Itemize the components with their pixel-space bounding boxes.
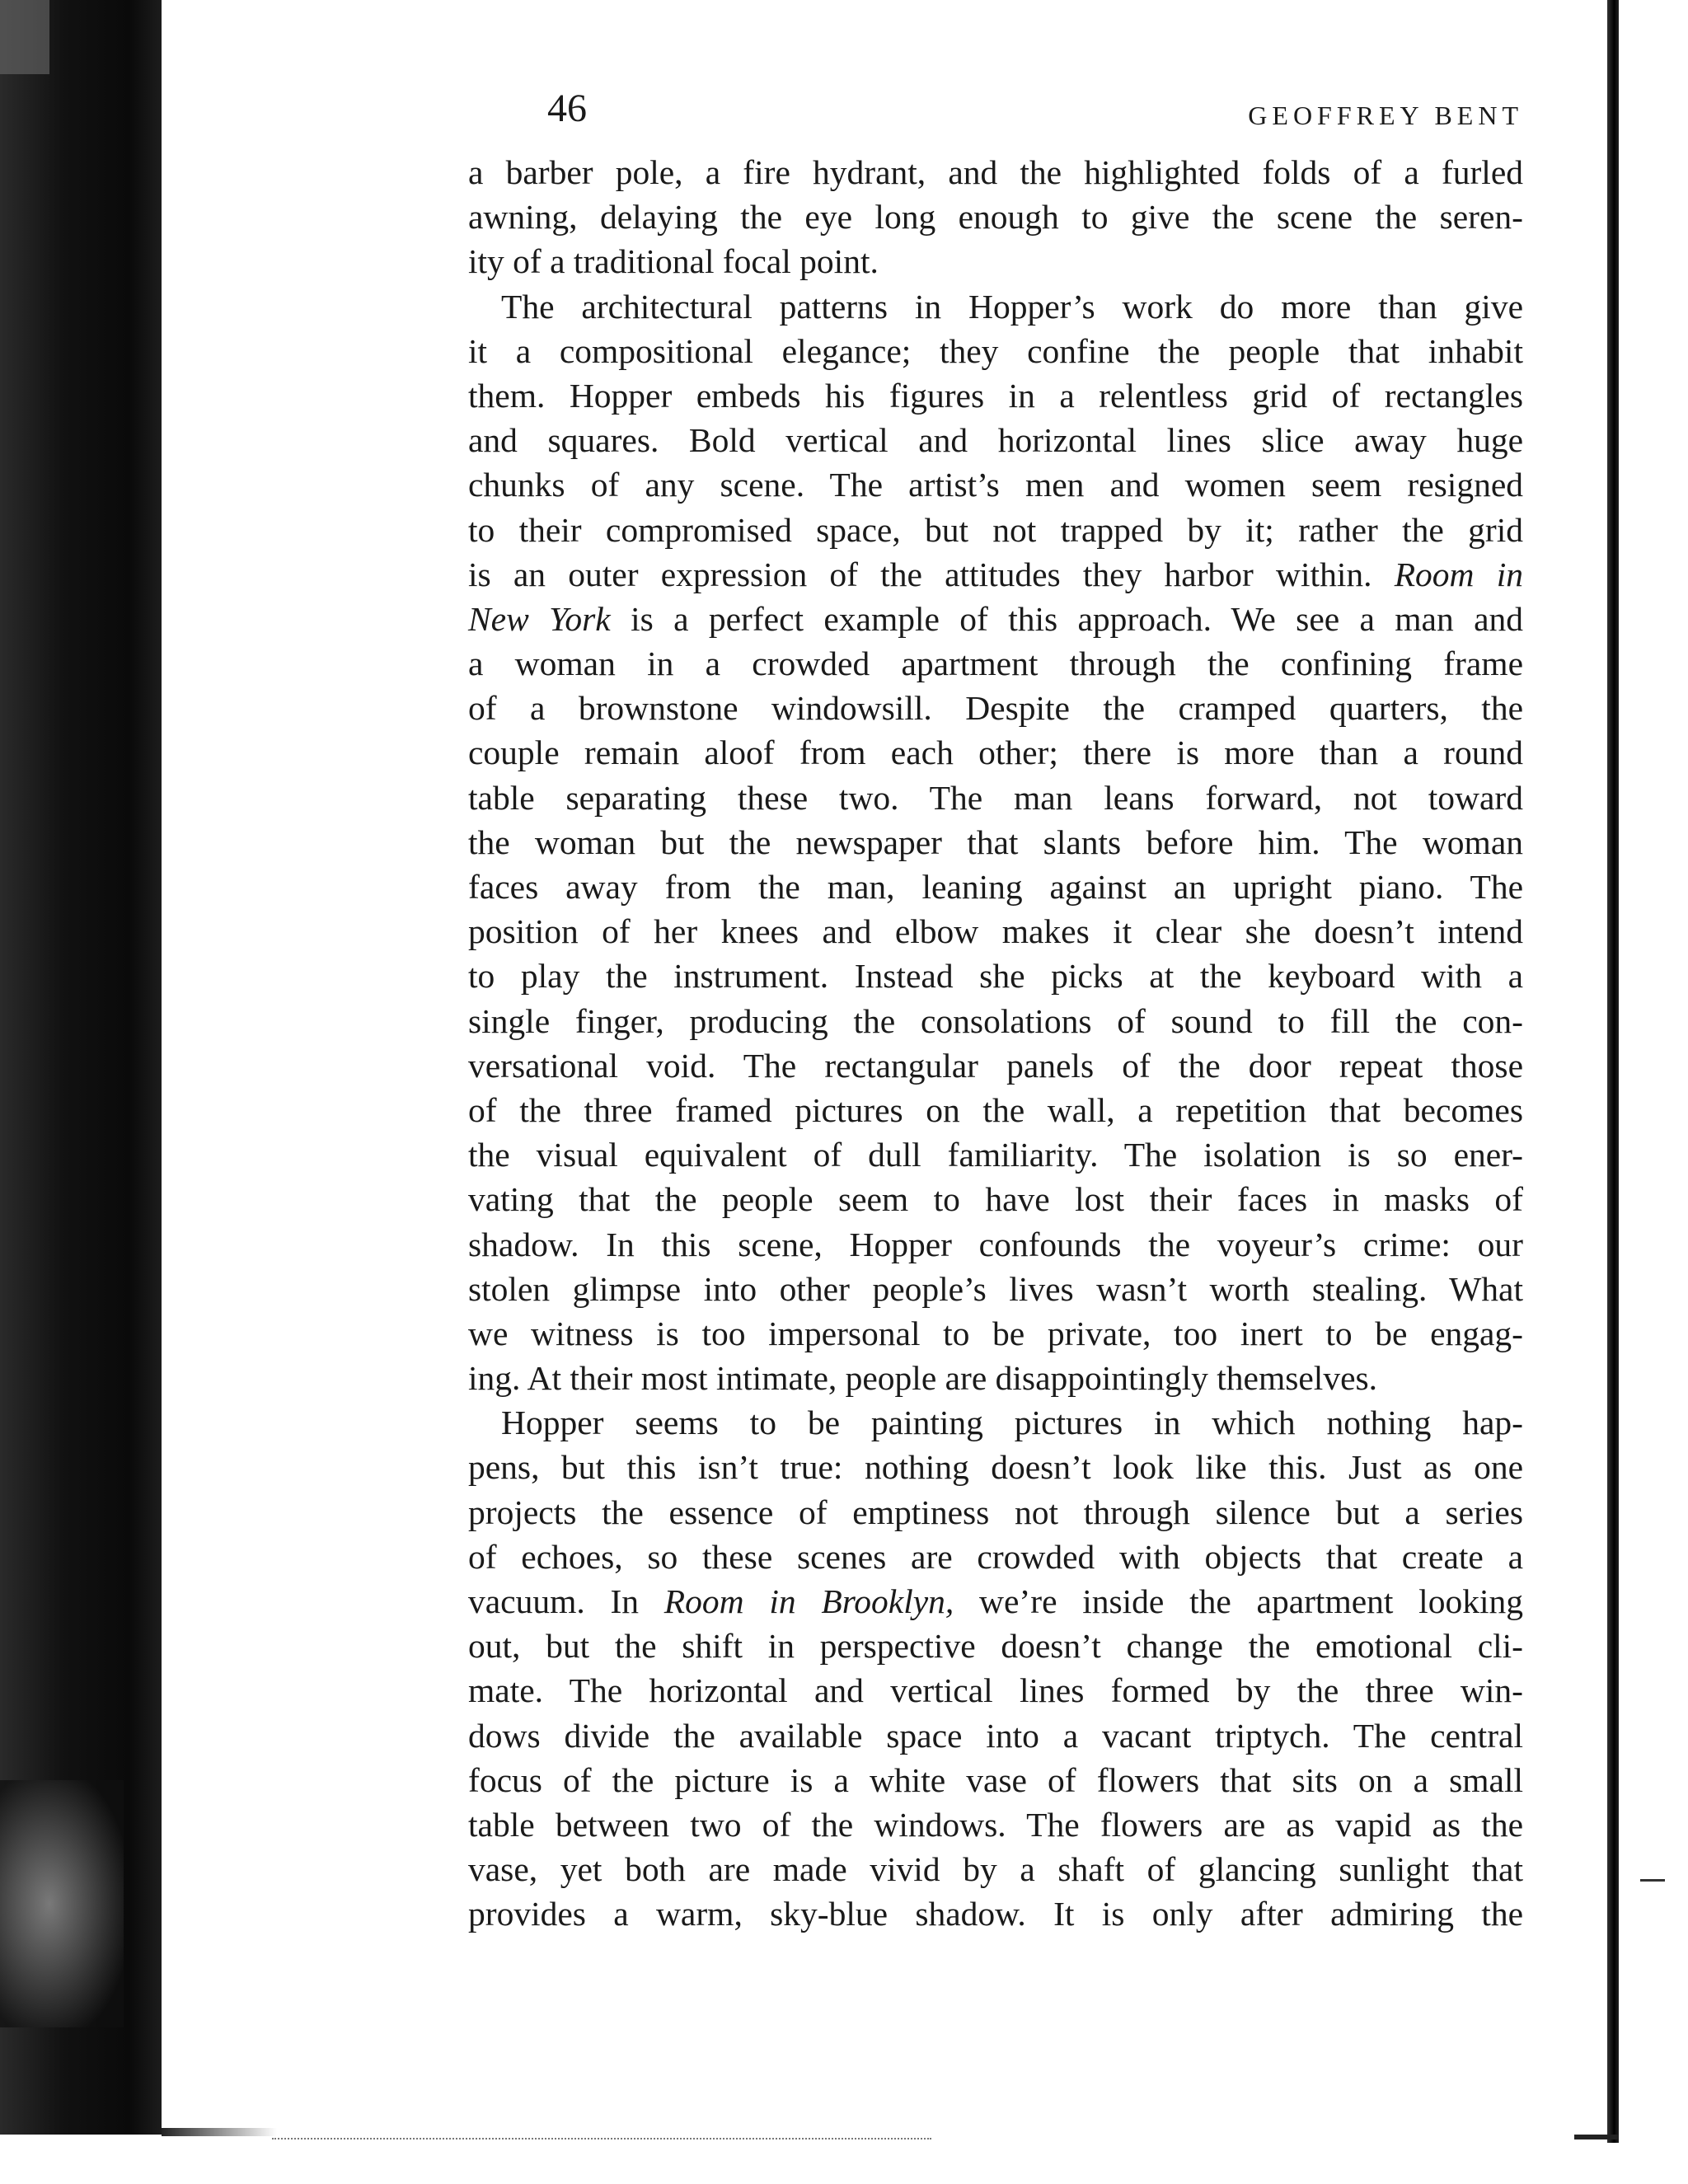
line-text: table separating these two. The man leans forward, not toward <box>468 778 1523 817</box>
line-text: it a compositional elegance; they confine the people that inhabit <box>468 331 1523 370</box>
line-text: and squares. Bold vertical and horizontal lines slice away huge <box>468 421 1523 460</box>
line-text: shadow. In this scene, Hopper confounds the voyeur’s crime: our <box>468 1225 1523 1263</box>
line-text: stolen glimpse into other people’s lives wasn’t worth stealing. What <box>468 1269 1523 1308</box>
text-line <box>468 1891 1523 1936</box>
line-text: The architectural patterns in Hopper’s work do more than give <box>501 287 1523 326</box>
text-line <box>468 508 1523 552</box>
text-line <box>468 820 1523 865</box>
line-text: versational void. The rectangular panels of the door repeat those <box>468 1046 1523 1085</box>
text-line <box>468 1267 1523 1311</box>
line-text: position of her knees and elbow makes it clear she doesn’t intend <box>468 912 1523 951</box>
italic-title: New York <box>468 599 611 638</box>
text-line <box>468 1088 1523 1132</box>
scan-artifact <box>0 0 49 74</box>
text-line <box>468 1445 1523 1489</box>
text-line <box>468 1579 1523 1624</box>
scan-artifact <box>0 1780 124 2027</box>
line-text: we’re inside the apartment looking <box>954 1582 1523 1620</box>
running-head-author: GEOFFREY BENT <box>1248 101 1523 130</box>
text-line <box>468 194 1523 239</box>
line-text: mate. The horizontal and vertical lines formed by the three win- <box>468 1671 1523 1710</box>
line-text: awning, delaying the eye long enough to give the scene the seren- <box>468 198 1523 237</box>
text-line <box>468 1713 1523 1758</box>
text-line <box>468 1356 1523 1400</box>
scan-artifact <box>1574 2135 1619 2139</box>
line-text: them. Hopper embeds his figures in a relentless grid of rectangles <box>468 376 1523 415</box>
scan-artifact <box>1640 1879 1665 1882</box>
line-text: focus of the picture is a white vase of flowers that sits on a small <box>468 1760 1523 1799</box>
text-line <box>468 730 1523 775</box>
text-line <box>468 150 1523 194</box>
text-line <box>468 1668 1523 1713</box>
text-line <box>468 954 1523 998</box>
line-text: the woman but the newspaper that slants before him. The woman <box>468 823 1523 861</box>
text-line <box>468 1311 1523 1356</box>
text-line <box>468 641 1523 686</box>
line-text: a woman in a crowded apartment through the confining frame <box>468 644 1523 683</box>
line-text: is an outer expression of the attitudes they harbor within. <box>468 555 1395 593</box>
line-text: of the three framed pictures on the wall, a repetition that becomes <box>468 1090 1523 1129</box>
line-text: chunks of any scene. The artist’s men and women seem resigned <box>468 466 1523 504</box>
line-text: projects the essence of emptiness not through silence but a series <box>468 1493 1523 1531</box>
line-text: out, but the shift in perspective doesn’t change the emotional cli- <box>468 1627 1523 1666</box>
scan-bottom-edge <box>272 2138 931 2139</box>
line-text: ing. At their most intimate, people are disappointingly themselves. <box>468 1359 1378 1398</box>
line-text: couple remain aloof from each other; there is more than a round <box>468 733 1523 772</box>
line-text: to play the instrument. Instead she picks at the keyboard with a <box>468 957 1523 996</box>
text-line <box>468 239 1523 284</box>
text-line <box>468 597 1523 641</box>
text-line <box>468 1624 1523 1668</box>
scan-artifact <box>162 2128 277 2136</box>
scan-right-edge <box>1607 0 1619 2143</box>
line-text: table between two of the windows. The flowers are as vapid as the <box>468 1805 1523 1844</box>
line-text: to their compromised space, but not trapped by it; rather the grid <box>468 510 1523 549</box>
line-text: a barber pole, a fire hydrant, and the highlighted folds of a furled <box>468 153 1523 191</box>
text-line <box>468 1400 1523 1445</box>
line-text: ity of a traditional focal point. <box>468 242 879 281</box>
line-text: is a perfect example of this approach. We see a man and <box>610 599 1523 638</box>
line-text: faces away from the man, leaning against an upright piano. The <box>468 868 1523 906</box>
text-line <box>468 909 1523 954</box>
italic-title: Room in Brooklyn, <box>663 1582 954 1620</box>
line-text: pens, but this isn’t true: nothing doesn’t look like this. Just as one <box>468 1448 1523 1487</box>
text-line <box>468 552 1523 597</box>
text-line <box>468 418 1523 462</box>
line-text: of echoes, so these scenes are crowded with objects that create a <box>468 1537 1523 1576</box>
running-head <box>468 82 1523 140</box>
text-line <box>468 865 1523 909</box>
line-text: dows divide the available space into a vacant triptych. The central <box>468 1716 1523 1755</box>
italic-title: Room in <box>1394 555 1523 593</box>
text-line <box>468 373 1523 418</box>
line-text: vacuum. In <box>468 1582 664 1620</box>
line-text: vase, yet both are made vivid by a shaft of glancing sunlight that <box>468 1850 1523 1889</box>
text-line <box>468 1132 1523 1177</box>
text-line <box>468 329 1523 373</box>
body-text <box>468 150 1523 1937</box>
text-line <box>468 462 1523 507</box>
text-line <box>468 999 1523 1043</box>
text-line <box>468 1490 1523 1535</box>
text-line <box>468 1177 1523 1221</box>
text-line <box>468 1535 1523 1579</box>
line-text: of a brownstone windowsill. Despite the cramped quarters, the <box>468 689 1523 728</box>
line-text: the visual equivalent of dull familiarity. The isolation is so ener- <box>468 1136 1523 1174</box>
text-line <box>468 1847 1523 1891</box>
text-line <box>468 1802 1523 1847</box>
line-text: Hopper seems to be painting pictures in which nothing hap- <box>501 1404 1523 1442</box>
text-line <box>468 1758 1523 1802</box>
page-number: 46 <box>547 87 587 130</box>
line-text: we witness is too impersonal to be private, too inert to be engag- <box>468 1314 1523 1352</box>
line-text: single finger, producing the consolations of sound to fill the con- <box>468 1001 1523 1040</box>
text-line <box>468 776 1523 820</box>
text-line <box>468 1222 1523 1267</box>
text-line <box>468 686 1523 730</box>
text-line <box>468 1043 1523 1088</box>
line-text: provides a warm, sky-blue shadow. It is only after admiring the <box>468 1895 1523 1933</box>
text-line <box>468 284 1523 329</box>
line-text: vating that the people seem to have lost their faces in masks of <box>468 1180 1523 1219</box>
